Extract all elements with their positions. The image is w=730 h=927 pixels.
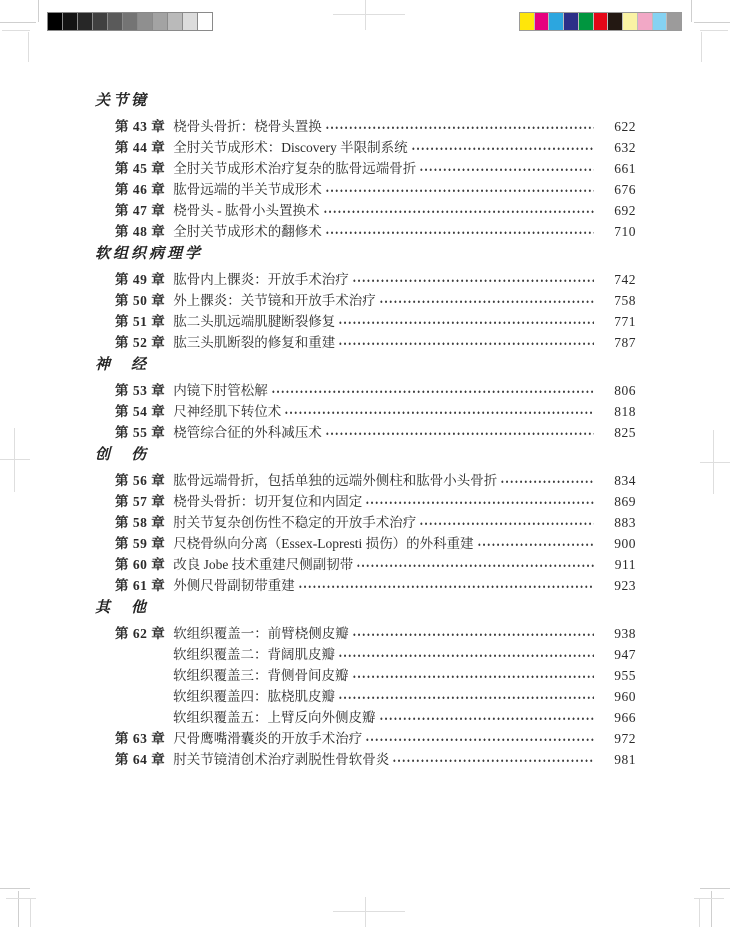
dot-leader [271, 385, 594, 398]
section-title: 关节镜 [95, 93, 150, 109]
chapter-title: 软组织覆盖四：肱桡肌皮瓣 [173, 689, 335, 704]
dot-leader [419, 163, 594, 176]
toc-entry [115, 116, 636, 137]
chapter-number: 第 54 章 [115, 404, 166, 419]
toc-entry [115, 707, 636, 728]
dot-leader [379, 712, 595, 725]
dot-leader [392, 754, 594, 767]
toc-entry [115, 179, 636, 200]
section-title: 其 他 [95, 600, 150, 616]
grayscale-swatch [138, 13, 153, 30]
dot-leader [352, 670, 595, 683]
chapter-title: 全肘关节成形术的翻修术 [173, 224, 322, 239]
grayscale-swatch [78, 13, 93, 30]
chapter-number: 第 49 章 [115, 272, 166, 287]
page-number: 710 [614, 224, 636, 239]
chapter-number: 第 53 章 [115, 383, 166, 398]
chapter-number: 第 55 章 [115, 425, 166, 440]
chapter-title: 肘关节镜清创术治疗剥脱性骨软骨炎 [173, 752, 390, 767]
toc-section [95, 598, 636, 770]
chapter-number: 第 58 章 [115, 515, 166, 530]
chapter-number: 第 52 章 [115, 335, 166, 350]
dot-leader [325, 427, 594, 440]
grayscale-swatch [93, 13, 108, 30]
page-number: 947 [614, 647, 636, 662]
dot-leader [338, 316, 594, 329]
grayscale-swatch [198, 13, 212, 30]
toc-entry [115, 623, 636, 644]
chapter-number: 第 48 章 [115, 224, 166, 239]
page-number: 825 [614, 425, 636, 440]
chapter-number: 第 51 章 [115, 314, 166, 329]
chapter-number: 第 57 章 [115, 494, 166, 509]
chapter-title: 软组织覆盖一：前臂桡侧皮瓣 [173, 626, 349, 641]
grayscale-calibration-bar [47, 12, 213, 31]
dot-leader [338, 337, 594, 350]
dot-leader [477, 538, 594, 551]
chapter-number: 第 61 章 [115, 578, 166, 593]
chapter-title: 外侧尺骨副韧带重建 [173, 578, 295, 593]
page-number: 661 [614, 161, 636, 176]
toc-section [95, 445, 636, 596]
toc-entry [115, 221, 636, 242]
toc-entry [115, 290, 636, 311]
dot-leader [352, 274, 594, 287]
toc-entry [115, 269, 636, 290]
chapter-title: 改良 Jobe 技术重建尺侧副韧带 [173, 557, 354, 572]
chapter-title: 全肘关节成形术：Discovery 半限制系统 [173, 140, 408, 155]
page-number: 883 [614, 515, 636, 530]
toc-entry [115, 137, 636, 158]
color-swatch [638, 13, 653, 30]
toc-entry [115, 158, 636, 179]
chapter-title: 全肘关节成形术治疗复杂的肱骨远端骨折 [173, 161, 417, 176]
dot-leader [323, 205, 595, 218]
page-number: 742 [614, 272, 636, 287]
page-number: 692 [614, 203, 636, 218]
grayscale-swatch [63, 13, 78, 30]
chapter-title: 尺骨鹰嘴滑囊炎的开放手术治疗 [173, 731, 363, 746]
grayscale-swatch [153, 13, 168, 30]
chapter-number: 第 44 章 [115, 140, 166, 155]
dot-leader [325, 184, 594, 197]
grayscale-swatch [123, 13, 138, 30]
dot-leader [379, 295, 594, 308]
chapter-number: 第 50 章 [115, 293, 166, 308]
section-entries [95, 380, 636, 443]
page-number: 981 [614, 752, 636, 767]
color-calibration-bar [519, 12, 682, 31]
color-swatch [579, 13, 594, 30]
toc-entry [115, 665, 636, 686]
grayscale-swatch [168, 13, 183, 30]
chapter-title: 肱三头肌断裂的修复和重建 [173, 335, 336, 350]
chapter-title: 桡骨头骨折：切开复位和内固定 [173, 494, 363, 509]
chapter-title: 桡管综合征的外科减压术 [173, 425, 322, 440]
chapter-title: 肱二头肌远端肌腱断裂修复 [173, 314, 336, 329]
section-title: 神 经 [95, 357, 150, 373]
toc-entry [115, 380, 636, 401]
toc-section [95, 355, 636, 443]
dot-leader [411, 142, 594, 155]
color-swatch [564, 13, 579, 30]
page-number: 923 [614, 578, 636, 593]
chapter-title: 肱骨内上髁炎：开放手术治疗 [173, 272, 349, 287]
page-number: 900 [614, 536, 636, 551]
section-entries [95, 269, 636, 353]
dot-leader [338, 649, 594, 662]
chapter-number: 第 47 章 [115, 203, 166, 218]
page-number: 938 [614, 626, 636, 641]
toc-entry [115, 332, 636, 353]
toc-entry [115, 533, 636, 554]
chapter-number: 第 62 章 [115, 626, 166, 641]
chapter-title: 尺神经肌下转位术 [173, 404, 282, 419]
page-number: 869 [614, 494, 636, 509]
toc-entry [115, 749, 636, 770]
dot-leader [325, 226, 594, 239]
color-swatch [653, 13, 668, 30]
section-title: 软组织病理学 [95, 246, 204, 262]
chapter-title: 肘关节复杂创伤性不稳定的开放手术治疗 [173, 515, 417, 530]
grayscale-swatch [108, 13, 123, 30]
chapter-number: 第 43 章 [115, 119, 166, 134]
page-number: 676 [614, 182, 636, 197]
toc-entry [115, 200, 636, 221]
section-entries [95, 623, 636, 770]
section-title: 创 伤 [95, 447, 150, 463]
toc-section [95, 91, 636, 242]
section-entries [95, 470, 636, 596]
grayscale-swatch [48, 13, 63, 30]
page-number: 966 [614, 710, 636, 725]
dot-leader [284, 406, 594, 419]
dot-leader [325, 121, 594, 134]
dot-leader [356, 559, 594, 572]
dot-leader [500, 475, 594, 488]
chapter-title: 软组织覆盖二：背阔肌皮瓣 [173, 647, 335, 662]
page-number: 622 [614, 119, 636, 134]
chapter-number: 第 45 章 [115, 161, 166, 176]
color-swatch [520, 13, 535, 30]
chapter-title: 肱骨远端的半关节成形术 [173, 182, 322, 197]
color-swatch [594, 13, 609, 30]
page-number: 972 [614, 731, 636, 746]
toc-section [95, 244, 636, 353]
page-number: 818 [614, 404, 636, 419]
section-entries [95, 116, 636, 242]
toc-entry [115, 728, 636, 749]
color-swatch [623, 13, 638, 30]
chapter-title: 桡骨头 - 肱骨小头置换术 [173, 203, 320, 218]
toc-entry [115, 401, 636, 422]
page-number: 632 [614, 140, 636, 155]
chapter-title: 桡骨头骨折：桡骨头置换 [173, 119, 322, 134]
chapter-title: 尺桡骨纵向分离（Essex-Lopresti 损伤）的外科重建 [173, 536, 474, 551]
toc-entry [115, 644, 636, 665]
chapter-number: 第 64 章 [115, 752, 166, 767]
page-number: 955 [614, 668, 636, 683]
color-swatch [608, 13, 623, 30]
page-number: 758 [614, 293, 636, 308]
dot-leader [419, 517, 594, 530]
toc-entry [115, 491, 636, 512]
chapter-title: 肱骨远端骨折，包括单独的远端外侧柱和肱骨小头骨折 [173, 473, 498, 488]
chapter-title: 软组织覆盖五：上臂反向外侧皮瓣 [173, 710, 376, 725]
dot-leader [365, 733, 594, 746]
toc-entry [115, 554, 636, 575]
chapter-number: 第 60 章 [115, 557, 166, 572]
chapter-title: 外上髁炎：关节镜和开放手术治疗 [173, 293, 376, 308]
page-number: 787 [614, 335, 636, 350]
chapter-number: 第 46 章 [115, 182, 166, 197]
color-swatch [535, 13, 550, 30]
toc-entry [115, 470, 636, 491]
color-swatch [667, 13, 681, 30]
chapter-title: 内镜下肘管松解 [173, 383, 268, 398]
page-number: 911 [614, 557, 636, 572]
chapter-number: 第 63 章 [115, 731, 166, 746]
table-of-contents [95, 91, 636, 770]
page-number: 771 [614, 314, 636, 329]
chapter-title: 软组织覆盖三：背侧骨间皮瓣 [173, 668, 349, 683]
toc-entry [115, 512, 636, 533]
chapter-number: 第 59 章 [115, 536, 166, 551]
chapter-number: 第 56 章 [115, 473, 166, 488]
toc-entry [115, 311, 636, 332]
dot-leader [298, 580, 594, 593]
page-number: 806 [614, 383, 636, 398]
toc-entry [115, 575, 636, 596]
grayscale-swatch [183, 13, 198, 30]
toc-entry [115, 686, 636, 707]
page-number: 834 [614, 473, 636, 488]
toc-entry [115, 422, 636, 443]
color-swatch [549, 13, 564, 30]
dot-leader [338, 691, 594, 704]
page-number: 960 [614, 689, 636, 704]
dot-leader [352, 628, 594, 641]
dot-leader [365, 496, 594, 509]
